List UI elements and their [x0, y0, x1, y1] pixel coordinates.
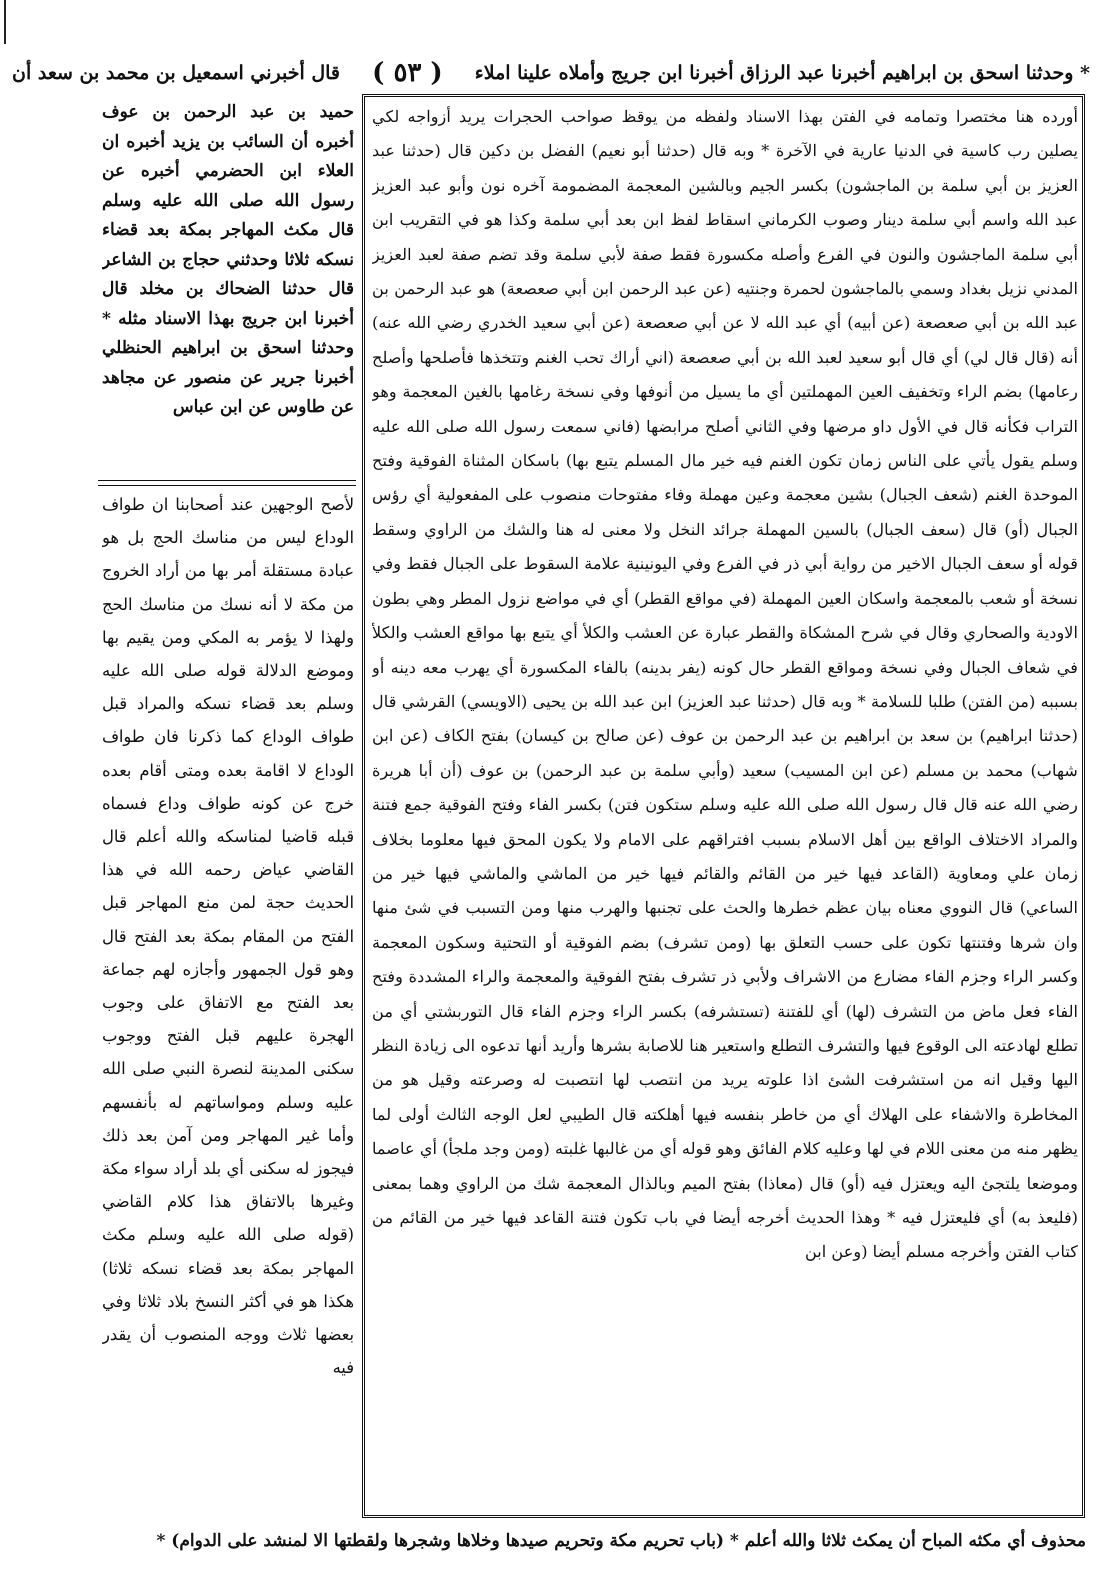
- commentary-text: أورده هنا مختصرا وتمامه في الفتن بهذا الاسناد ولفظه من يوقظ صواحب الحجرات يريد أزواجه لكي يصلين رب كاسية في الدنيا عارية في الآخرة * وبه قال (حدثنا أبو نعيم) الفضل بن دكين قال (حدثنا عبد العزيز بن أبي سلمة بن الماجشون) بكسر الجيم وبالشين المعجمة المضمومة آخره نون وأبو عبد العزيز عبد الله واسم أبي سلمة دينار وصوب الكرماني اسقاط لفظ ابن بعد أبي سلمة وكذا هو في التقريب ابن أبي سلمة الماجشون والنون في الفرع وأصله مكسورة فقط صفة لأبي سلمة وقد تضم صفة لعبد العزيز المدني نزيل بغداد وسمي بالماجشون لحمرة وجنتيه (عن عبد الرحمن ابن أبي صعصعة) هو عبد الرحمن بن عبد الله بن أبي صعصعة (عن أبيه) أي عبد الله لا عن أبي صعصعة (عن أبي سعيد الخدري رضي الله عنه) أنه (قال قال لي) أي قال أبو سعيد لعبد الله بن أبي صعصعة (اني أراك تحب الغنم وتتخذها فأصلحها وأصلح رعامها) بضم الراء وتخفيف العين المهملتين أي ما يسيل من أنوفها وفي نسخة رغامها بالغين المعجمة وهو التراب فكأنه قال في الأول داو مرضها وفي الثاني أصلح مرابضها (فاني سمعت رسول الله صلى الله عليه وسلم يقول يأتي على الناس زمان تكون الغنم فيه خير مال المسلم يتبع بها) باسكان المثناة الفوقية وفتح الموحدة الغنم (شعف الجبال) بشين معجمة وعين مهملة وفاء مفتوحات منصوب على المفعولية أي رؤس الجبال (أو) قال (سعف الجبال) بالسين المهملة جرائد النخل ولا معنى له هنا والشك من الراوي وسقط قوله أو سعف الجبال الاخير من رواية أبي ذر في الفرع وفي اليونينية علامة السقوط على الجبال فقط وفي نسخة أو شعب بالمعجمة واسكان العين المهملة (في مواقع القطر) أي في مواضع نزول المطر وهي بطون الاودية والصحاري وقال في شرح المشكاة والقطر عبارة عن العشب والكلأ أي يتبع بها مواقع العشب والكلأ في شعاف الجبال وفي نسخة ومواقع القطر حال كونه (يفر بدينه) بالفاء المكسورة أي يهرب معه دينه أو بسببه (من الفتن) طلبا للسلامة * وبه قال (حدثنا عبد العزيز) ابن عبد الله بن يحيى (الاويسي) القرشي قال (حدثنا ابراهيم) بن سعد بن ابراهيم بن عبد الرحمن بن عوف (عن صالح بن كيسان) بفتح الكاف (عن ابن شهاب) محمد بن مسلم (عن ابن المسيب) سعيد (وأبي سلمة بن عبد الرحمن) بن عوف (أن أبا هريرة رضي الله عنه قال قال رسول الله صلى الله عليه وسلم ستكون فتن) بكسر الفاء وفتح الفوقية جمع فتنة والمراد الاختلاف الواقع بين أهل الاسلام بسبب افتراقهم على الامام ولا يكون المحق فيها معلوما بخلاف زمان علي ومعاوية (القاعد فيها خير من القائم والقائم فيها خير من الماشي والماشي فيها خير من الساعي) قال النووي معناه بيان عظم خطرها والحث على تجنبها والهرب منها ومن التسبب في شئ منها وان شرها وفتنتها تكون على حسب التعلق بها (ومن تشرف) بضم الفوقية أو التحتية وسكون المعجمة وكسر الراء وجزم الفاء مضارع من الاشراف ولأبي ذر تشرف بفتح الفوقية والمعجمة والراء المشددة وفتح الفاء فعل ماض من التشرف (لها) أي للفتنة (تستشرفه) بكسر الراء وجزم الفاء قال التوربشتي أي من تطلع لهادعته الى الوقوع فيها والتشرف التطلع واستعير هنا للاصابة بشرها وأريد أنها تدعوه الى زيادة النظر اليها وقيل انه من استشرفت الشئ اذا علوته يريد من انتصب لها انتصبت له وصرعته وقيل هو من المخاطرة والاشفاء على الهلاك أي من خاطر بنفسه فيها أهلكته قال الطيبي لعل الوجه الثالث أولى لما يظهر منه من معنى اللام في لها وعليه كلام الفائق وهو قوله أي من غالبها غلبته (ومن وجد ملجأ) أي عاصما وموضعا يلتجئ اليه ويعتزل فيه (أو) قال (معاذا) بفتح الميم وبالذال المعجمة شك من الراوي وهما بمعنى (فليعذ به) أي فليعتزل فيه * وهذا الحديث أخرجه أيضا في باب تكون فتنة القاعد فيها خير من القائم من كتاب الفتن وأخرجه مسلم أيضا (وعن ابن: [372, 107, 1078, 1262]
- column-divider: [98, 480, 356, 486]
- margin-rule: [4, 0, 6, 44]
- header-left-text: قال أخبرني اسمعيل بن محمد بن سعد أن: [12, 62, 341, 84]
- page-header: [12, 52, 1090, 94]
- page-footer: محذوف أي مكثه المباح أن يمكث ثلاثا والله أعلم * (باب تحريم مكة وتحريم صيدها وخلاها وشجرها ولقطتها الا لمنشد على الدوام) *: [156, 1531, 1086, 1551]
- hadith-text: حميد بن عبد الرحمن بن عوف أخبره أن السائب بن يزيد أخبره ان العلاء ابن الحضرمي أخبره عن رسول الله صلى الله عليه وسلم قال مكث المهاجر بمكة بعد قضاء نسكه ثلاثا وحدثني حجاج بن الشاعر قال حدثنا الضحاك بن مخلد قال أخبرنا ابن جريج بهذا الاسناد مثله * وحدثنا اسحق بن ابراهيم الحنظلي أخبرنا جرير عن منصور عن مجاهد عن طاوس عن ابن عباس: [102, 102, 354, 417]
- page-number: ( ٥٣ ): [372, 58, 443, 88]
- sharh-text: لأصح الوجهين عند أصحابنا ان طواف الوداع ليس من مناسك الحج بل هو عبادة مستقلة أمر بها من أراد الخروج من مكة لا أنه نسك من مناسك الحج ولهذا لا يؤمر به المكي ومن يقيم بها وموضع الدلالة قوله صلى الله عليه وسلم بعد قضاء نسكه والمراد قبل طواف الوداع كما ذكرنا فان طواف الوداع لا اقامة بعده ومتى أقام بعده خرج عن كونه طواف وداع فسماه قبله قاضيا لمناسكه والله أعلم قال القاضي عياض رحمه الله في هذا الحديث حجة لمن منع المهاجر قبل الفتح من المقام بمكة بعد الفتح قال وهو قول الجمهور وأجازه لهم جماعة بعد الفتح مع الاتفاق على وجوب الهجرة عليهم قبل الفتح ووجوب سكنى المدينة لنصرة النبي صلى الله عليه وسلم ومواساتهم له بأنفسهم وأما غير المهاجر ومن آمن بعد ذلك فيجوز له سكنى أي بلد أراد سواء مكة وغيرها بالاتفاق هذا كلام القاضي (قوله صلى الله عليه وسلم مكث المهاجر بمكة بعد قضاء نسكه ثلاثا) هكذا هو في أكثر النسخ بلاد ثلاثا وفي بعضها ثلاث ووجه المنصوب أن يقدر فيه: [102, 495, 354, 1378]
- header-right-text: * وحدثنا اسحق بن ابراهيم أخبرنا عبد الرزاق أخبرنا ابن جريج وأملاه علينا املاء: [474, 62, 1090, 84]
